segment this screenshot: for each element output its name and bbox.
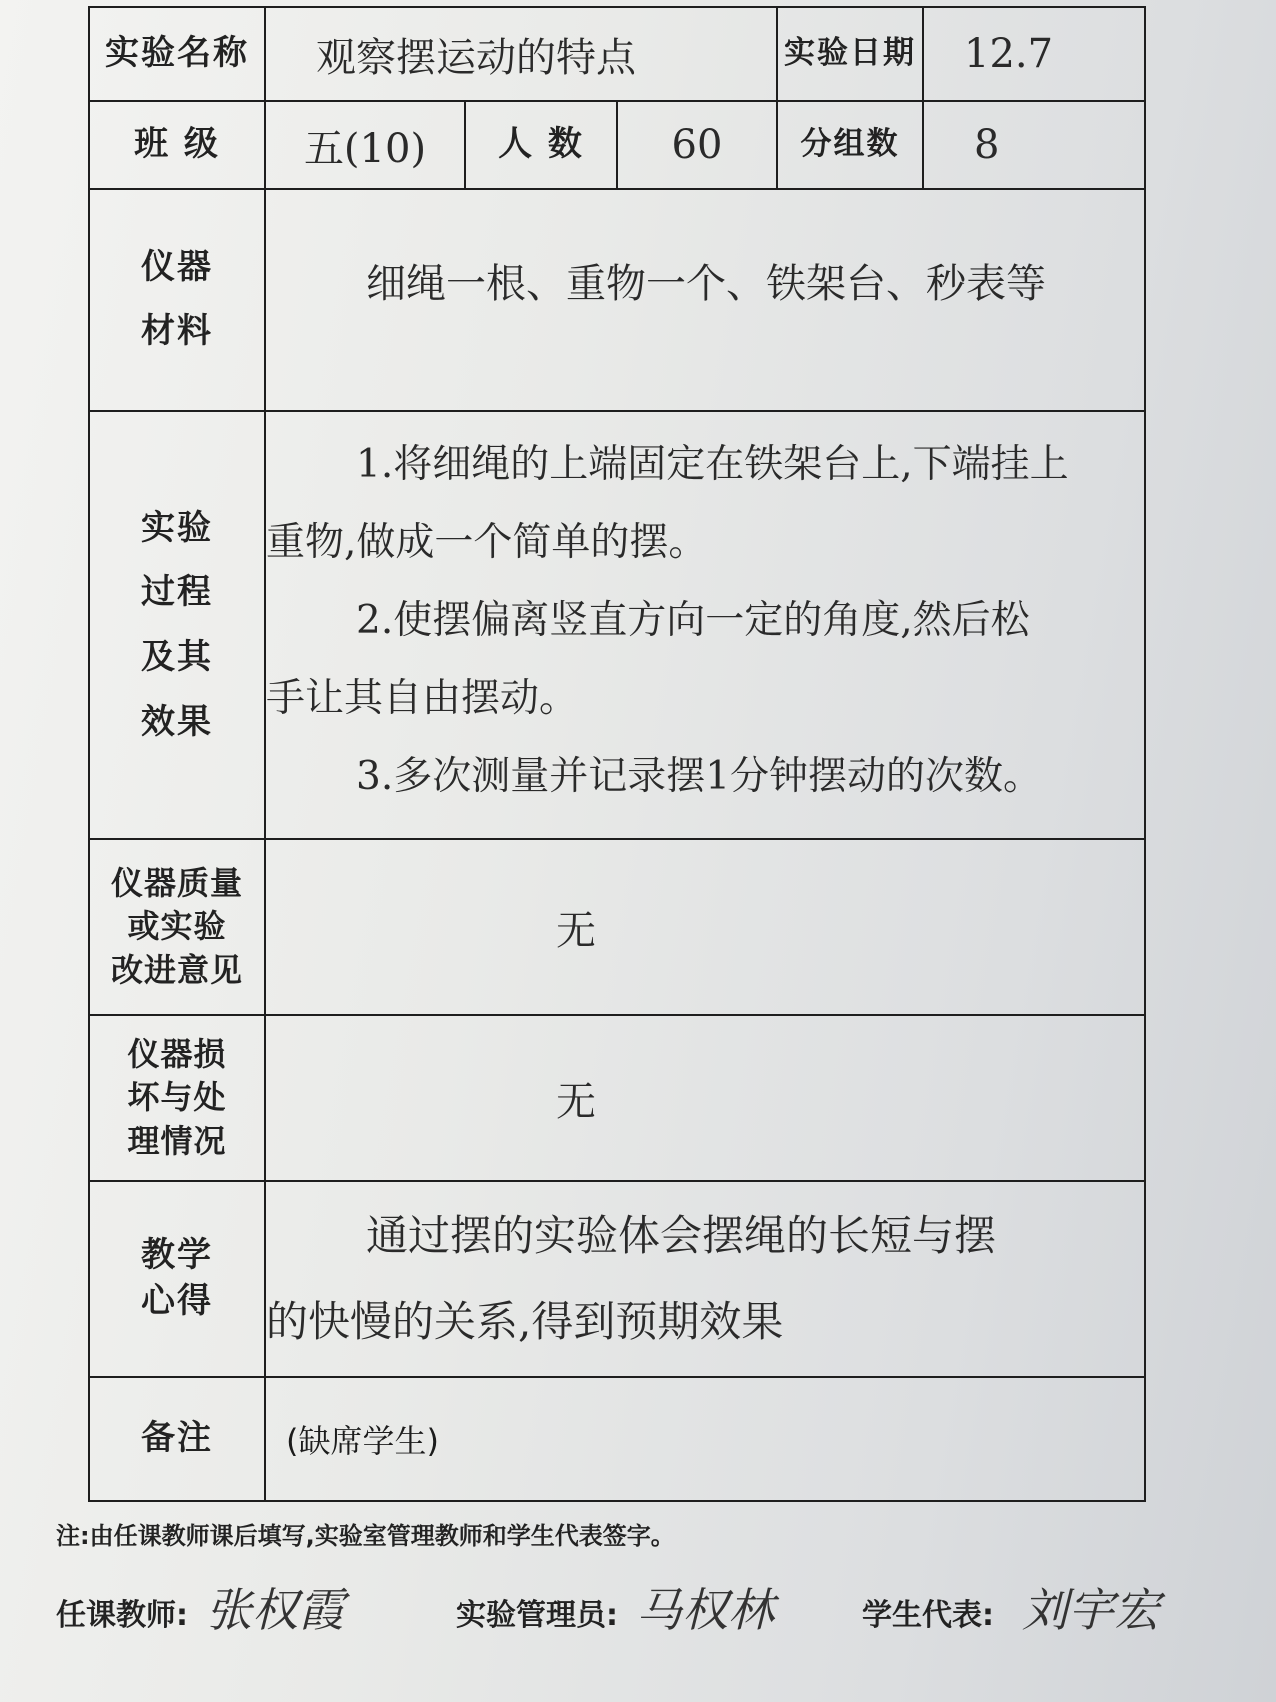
damage-value: 无 (265, 1015, 1145, 1181)
student-count-value: 60 (617, 101, 777, 189)
process-step-1: 1.将细绳的上端固定在铁架台上,下端挂上 (356, 442, 1069, 487)
row-experiment-name (89, 7, 1145, 101)
process-content (265, 411, 1145, 839)
quality-label-line-1: 仪器质量 (110, 864, 243, 903)
damage-label (89, 1015, 265, 1181)
reflection-label (89, 1181, 265, 1377)
reflection-label-line-2: 心得 (141, 1281, 213, 1321)
student-rep-signature-label: 学生代表: (862, 1598, 994, 1633)
lab-admin-signature: 马权林 (636, 1583, 774, 1637)
lab-admin-signature-label: 实验管理员: (456, 1598, 618, 1633)
quality-value: 无 (265, 839, 1145, 1015)
materials-label-line-2: 材料 (141, 311, 213, 351)
group-count-value: 8 (923, 101, 1145, 189)
damage-label-line-1: 仪器损 (127, 1035, 227, 1074)
quality-label (89, 839, 265, 1015)
remarks-label: 备注 (89, 1377, 265, 1501)
signature-line (56, 1572, 1256, 1652)
row-process (89, 411, 1145, 839)
process-step-3: 3.多次测量并记录摆1分钟摆动的次数。 (356, 754, 1043, 799)
footnote: 注:由任课教师课后填写,实验室管理教师和学生代表签字。 (56, 1522, 675, 1550)
row-reflection (89, 1181, 1145, 1377)
reflection-line-2: 的快慢的关系,得到预期效果 (266, 1297, 784, 1346)
student-rep-signature: 刘宇宏 (1022, 1583, 1160, 1637)
class-value: 五(10) (265, 101, 465, 189)
quality-label-line-3: 改进意见 (110, 950, 243, 989)
process-label-line-3: 及其 (141, 637, 213, 677)
reflection-line-1: 通过摆的实验体会摆绳的长短与摆 (366, 1211, 997, 1260)
student-count-label: 人 数 (465, 101, 617, 189)
experiment-name-value: 观察摆运动的特点 (265, 7, 777, 101)
quality-label-line-2: 或实验 (127, 907, 227, 946)
process-step-1-cont: 重物,做成一个简单的摆。 (266, 520, 708, 565)
damage-label-line-2: 坏与处 (127, 1078, 227, 1117)
row-remarks (89, 1377, 1145, 1501)
process-label (89, 411, 265, 839)
row-class-info (89, 101, 1145, 189)
materials-value: 细绳一根、重物一个、铁架台、秒表等 (265, 189, 1145, 411)
remarks-value: (缺席学生) (265, 1377, 1145, 1501)
process-step-2-cont: 手让其自由摆动。 (266, 676, 579, 721)
process-step-2: 2.使摆偏离竖直方向一定的角度,然后松 (356, 598, 1030, 643)
process-label-line-1: 实验 (141, 507, 213, 548)
experiment-record-table (88, 6, 1146, 1502)
process-label-line-4: 效果 (141, 701, 213, 742)
process-label-line-2: 过程 (141, 572, 213, 613)
row-quality (89, 839, 1145, 1015)
reflection-content (265, 1181, 1145, 1377)
class-label: 班 级 (89, 101, 265, 189)
experiment-date-value: 12.7 (923, 7, 1145, 101)
experiment-date-label: 实验日期 (777, 7, 923, 101)
experiment-name-label: 实验名称 (89, 7, 265, 101)
materials-label-line-1: 仪器 (141, 247, 213, 288)
reflection-label-line-1: 教学 (141, 1235, 213, 1276)
row-damage (89, 1015, 1145, 1181)
teacher-signature-label: 任课教师: (56, 1598, 188, 1633)
damage-label-line-3: 理情况 (127, 1121, 227, 1160)
materials-label (89, 189, 265, 411)
row-materials (89, 189, 1145, 411)
group-count-label: 分组数 (777, 101, 923, 189)
teacher-signature: 张权霞 (206, 1583, 344, 1637)
